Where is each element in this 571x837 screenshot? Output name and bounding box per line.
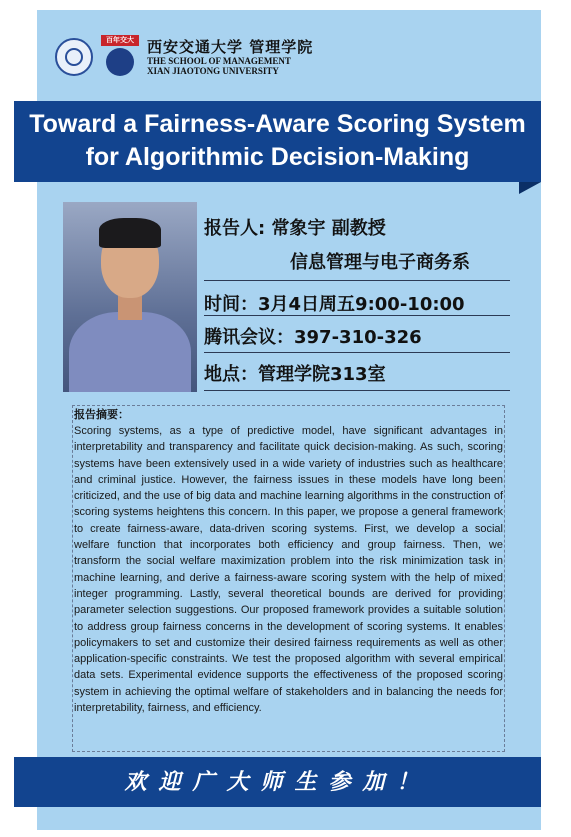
university-emblem-icon [55, 38, 93, 76]
speaker-name: 报告人: 常象宇 副教授 [204, 218, 386, 239]
school-name-en-2: XIAN JIAOTONG UNIVERSITY [147, 66, 279, 76]
abstract-text: Scoring systems, as a type of predictive model, have significant advantages in interpretability and transparency and facilitate quick decision-making. As such, scoring systems have been extensively used in a wide variety of industries such as healthcare and criminal justice. However, the fairness issues in these models have long been criticized, and the use of big data and machine learning algorithms in the construction of scoring systems heightens this concern. In this paper, we propose a general framework to create fairness-aware, data-driven scoring systems. First, we develop a social welfare function that incorporates both efficiency and group fairness. Then, we transform the social welfare maximization problem into the risk minimization task in machine learning, and derive a fairness-aware scoring system with the help of mixed integer programming. Lastly, several theoretical bounds are derived for providing parameter selection suggestions. Our proposed framework provides a suitable solution to address group fairness concerns in the development of scoring systems. It enables policymakers to set and customize their desired fairness requirements as well as other application-specific constraints. We test the proposed algorithm with several empirical data sets. Experimental evidence supports the effectiveness of the proposed scoring system in achieving the optimal welfare of stakeholders and in balancing the needs for interpretability, fairness, and efficiency. [74, 425, 503, 715]
divider [204, 352, 510, 353]
welcome-message: 欢迎广大师生参加！ [124, 769, 431, 795]
divider [204, 280, 510, 281]
divider [204, 390, 510, 391]
speaker-department: 信息管理与电子商务系 [290, 252, 470, 273]
talk-time: 时间：3月4日周五9:00-10:00 [204, 294, 465, 315]
school-logo-row [55, 34, 313, 80]
talk-title-line-1: Toward a Fairness-Aware Scoring System [29, 110, 526, 138]
abstract-heading: 报告摘要： [74, 408, 129, 421]
meeting-id: 腾讯会议：397-310-326 [204, 327, 422, 348]
school-name [147, 38, 313, 76]
talk-location: 地点：管理学院313室 [204, 364, 386, 385]
shield-icon [106, 48, 134, 76]
talk-title-line-2: for Algorithmic Decision-Making [85, 143, 470, 171]
badge-text: 百年交大 [101, 35, 139, 46]
speaker-photo [63, 202, 197, 392]
school-name-en-1: THE SCHOOL OF MANAGEMENT [147, 56, 291, 66]
talk-title [14, 108, 541, 174]
school-name-cn: 西安交通大学 管理学院 [147, 38, 314, 56]
divider [204, 315, 510, 316]
centennial-badge-icon [101, 35, 139, 79]
